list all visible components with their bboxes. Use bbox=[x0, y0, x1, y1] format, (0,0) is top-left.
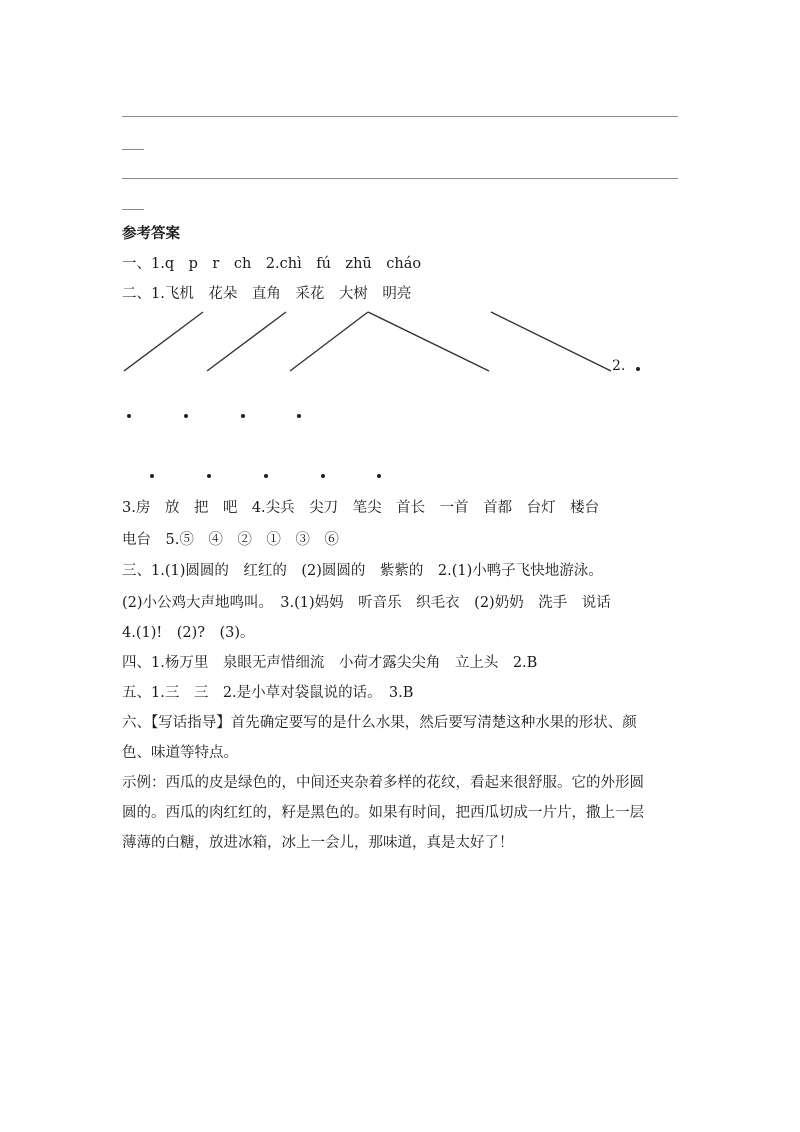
answer-line-6: (2)小公鸡大声地鸣叫。 3.(1)妈妈 听音乐 织毛衣 (2)奶奶 洗手 说话 bbox=[122, 595, 611, 611]
emphasis-dot bbox=[264, 474, 268, 478]
question-2-number: 2. bbox=[612, 358, 626, 374]
answer-line-10: 六、【写话指导】首先确定要写的是什么水果，然后要写清楚这种水果的形状、颜 bbox=[122, 715, 637, 731]
answer-line-13: 圆的。西瓜的肉红红的，籽是黑色的。如果有时间，把西瓜切成一片片，撒上一层 bbox=[122, 805, 644, 821]
emphasis-dot bbox=[377, 474, 381, 478]
answer-line-4: 电台 5.⑤ ④ ② ① ③ ⑥ bbox=[122, 532, 339, 548]
answer-line-11: 色、味道等特点。 bbox=[122, 745, 238, 761]
emphasis-dot bbox=[127, 414, 131, 418]
answer-heading: 参考答案 bbox=[122, 225, 180, 242]
matching-lines bbox=[0, 0, 800, 400]
match-line bbox=[368, 312, 489, 371]
answer-line-9: 五、1.三 三 2.是小草对袋鼠说的话。 3.B bbox=[122, 685, 414, 701]
emphasis-dot bbox=[207, 474, 211, 478]
match-line bbox=[290, 312, 368, 371]
emphasis-dot bbox=[241, 414, 245, 418]
answer-line-2: 二、1.飞机 花朵 直角 采花 大树 明亮 bbox=[122, 286, 412, 302]
answer-line-12: 示例：西瓜的皮是绿色的，中间还夹杂着多样的花纹，看起来很舒服。它的外形圆 bbox=[122, 775, 644, 791]
emphasis-dot bbox=[297, 414, 301, 418]
emphasis-dot bbox=[321, 474, 325, 478]
match-line bbox=[124, 312, 203, 371]
answer-line-7: 4.(1)! (2)? (3)。 bbox=[122, 625, 255, 641]
answer-line-3: 3.房 放 把 吧 4.尖兵 尖刀 笔尖 首长 一首 首都 台灯 楼台 bbox=[122, 500, 600, 516]
emphasis-dot bbox=[636, 367, 640, 371]
answer-line-8: 四、1.杨万里 泉眼无声惜细流 小荷才露尖尖角 立上头 2.B bbox=[122, 655, 538, 671]
emphasis-dot bbox=[184, 414, 188, 418]
match-line bbox=[491, 312, 611, 371]
match-line bbox=[207, 312, 286, 371]
answer-line-1: 一、1.q p r ch 2.chì fú zhū cháo bbox=[122, 256, 422, 272]
question-2-label bbox=[612, 358, 625, 374]
emphasis-dot bbox=[150, 474, 154, 478]
answer-line-5: 三、1.(1)圆圆的 红红的 (2)圆圆的 紫紫的 2.(1)小鸭子飞快地游泳。 bbox=[122, 563, 603, 579]
answer-line-14: 薄薄的白糖，放进冰箱，冰上一会儿，那味道，真是太好了！ bbox=[122, 835, 514, 851]
